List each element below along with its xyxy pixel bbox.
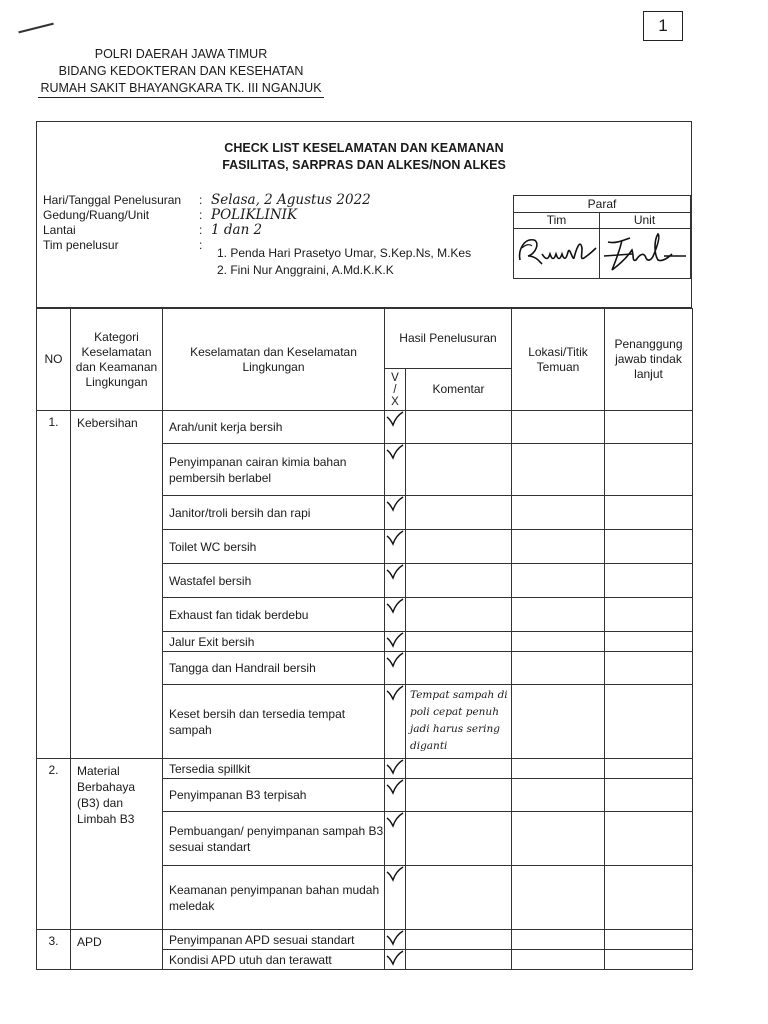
check-cell bbox=[385, 496, 406, 530]
penanggung-jawab-cell bbox=[605, 530, 693, 564]
penanggung-jawab-cell bbox=[605, 564, 693, 598]
item-cell: Penyimpanan B3 terpisah bbox=[163, 779, 385, 812]
floor-row bbox=[43, 223, 371, 238]
penanggung-jawab-cell bbox=[605, 779, 693, 812]
table-row bbox=[37, 411, 693, 444]
floor-value: 1 dan 2 bbox=[211, 222, 263, 238]
item-cell: Pembuangan/ penyimpanan sampah B3 sesuai standart bbox=[163, 812, 385, 866]
unit-label: Gedung/Ruang/Unit bbox=[43, 208, 150, 222]
item-cell: Exhaust fan tidak berdebu bbox=[163, 598, 385, 632]
lokasi-cell bbox=[512, 930, 605, 950]
title-line-1: CHECK LIST KESELAMATAN DAN KEAMANAN bbox=[224, 141, 504, 155]
check-cell bbox=[385, 530, 406, 564]
document-title bbox=[37, 140, 691, 174]
check-mark-icon bbox=[386, 632, 404, 648]
colon: : bbox=[199, 223, 203, 237]
penanggung-jawab-cell bbox=[605, 866, 693, 930]
check-mark-icon bbox=[386, 950, 404, 966]
check-mark-icon bbox=[386, 779, 404, 795]
lokasi-cell bbox=[512, 759, 605, 779]
lokasi-cell bbox=[512, 652, 605, 685]
item-cell: Keamanan penyimpanan bahan mudah meledak bbox=[163, 866, 385, 930]
paraf-title: Paraf bbox=[514, 196, 690, 213]
team-member-2: 2. Fini Nur Anggraini, A.Md.K.K.K bbox=[217, 263, 394, 277]
check-cell bbox=[385, 411, 406, 444]
lokasi-cell bbox=[512, 530, 605, 564]
page-number-box: 1 bbox=[643, 11, 683, 41]
penanggung-jawab-cell bbox=[605, 411, 693, 444]
check-cell bbox=[385, 685, 406, 759]
team-member-1: 1. Penda Hari Prasetyo Umar, S.Kep.Ns, M.Kes bbox=[217, 246, 472, 260]
table-row bbox=[37, 930, 693, 950]
penanggung-jawab-cell bbox=[605, 685, 693, 759]
pen-mark bbox=[18, 23, 53, 33]
header-no: NO bbox=[37, 309, 71, 411]
check-mark-icon bbox=[386, 930, 404, 946]
penanggung-jawab-cell bbox=[605, 759, 693, 779]
letterhead-line-3: RUMAH SAKIT BHAYANGKARA TK. III NGANJUK bbox=[38, 80, 323, 98]
header-penanggung-jawab: Penanggung jawab tindak lanjut bbox=[605, 309, 693, 411]
paraf-box bbox=[513, 195, 691, 279]
header-x: X bbox=[391, 395, 399, 408]
colon: : bbox=[199, 208, 203, 222]
check-mark-icon bbox=[386, 685, 404, 701]
lokasi-cell bbox=[512, 496, 605, 530]
lokasi-cell bbox=[512, 866, 605, 930]
letterhead bbox=[36, 46, 326, 98]
paraf-tim-label: Tim bbox=[514, 212, 600, 229]
check-cell bbox=[385, 444, 406, 496]
checklist-table bbox=[36, 308, 693, 970]
lokasi-cell bbox=[512, 685, 605, 759]
letterhead-line-1: POLRI DAERAH JAWA TIMUR bbox=[94, 47, 268, 61]
paraf-unit-label: Unit bbox=[599, 212, 690, 229]
letterhead-line-2: BIDANG KEDOKTERAN DAN KESEHATAN bbox=[58, 64, 304, 78]
komentar-cell bbox=[406, 812, 512, 866]
lokasi-cell bbox=[512, 779, 605, 812]
item-cell: Toilet WC bersih bbox=[163, 530, 385, 564]
check-cell bbox=[385, 930, 406, 950]
item-cell: Penyimpanan cairan kimia bahan pembersih berlabel bbox=[163, 444, 385, 496]
check-mark-icon bbox=[386, 444, 404, 460]
lokasi-cell bbox=[512, 950, 605, 970]
komentar-cell bbox=[406, 530, 512, 564]
item-cell: Wastafel bersih bbox=[163, 564, 385, 598]
header-item: Keselamatan dan Keselamatan Lingkungan bbox=[163, 309, 385, 411]
penanggung-jawab-cell bbox=[605, 496, 693, 530]
komentar-cell bbox=[406, 496, 512, 530]
table-row bbox=[37, 759, 693, 779]
header-slash: / bbox=[393, 383, 397, 396]
floor-label: Lantai bbox=[43, 223, 76, 237]
check-mark-icon bbox=[386, 496, 404, 512]
item-cell: Jalur Exit bersih bbox=[163, 632, 385, 652]
penanggung-jawab-cell bbox=[605, 950, 693, 970]
penanggung-jawab-cell bbox=[605, 812, 693, 866]
category-cell: Material Berbahaya (B3) dan Limbah B3 bbox=[71, 759, 163, 930]
lokasi-cell bbox=[512, 632, 605, 652]
form-header-box bbox=[36, 121, 692, 308]
komentar-cell bbox=[406, 564, 512, 598]
header-hasil: Hasil Penelusuran bbox=[385, 309, 512, 369]
date-label: Hari/Tanggal Penelusuran bbox=[43, 193, 182, 207]
info-fields bbox=[43, 193, 371, 253]
check-mark-icon bbox=[386, 530, 404, 546]
check-mark-icon bbox=[386, 652, 404, 668]
category-cell: Kebersihan bbox=[71, 411, 163, 759]
item-cell: Arah/unit kerja bersih bbox=[163, 411, 385, 444]
colon: : bbox=[199, 193, 203, 207]
komentar-cell bbox=[406, 632, 512, 652]
komentar-cell: Tempat sampah di poli cepat penuh jadi harus sering diganti bbox=[406, 685, 512, 759]
tim-signature bbox=[516, 230, 598, 276]
penanggung-jawab-cell bbox=[605, 930, 693, 950]
komentar-cell bbox=[406, 652, 512, 685]
penanggung-jawab-cell bbox=[605, 632, 693, 652]
check-cell bbox=[385, 598, 406, 632]
unit-row bbox=[43, 208, 371, 223]
item-cell: Penyimpanan APD sesuai standart bbox=[163, 930, 385, 950]
check-cell bbox=[385, 759, 406, 779]
komentar-cell bbox=[406, 930, 512, 950]
row-number: 3. bbox=[37, 930, 71, 970]
check-cell bbox=[385, 564, 406, 598]
header-kategori: Kategori Keselamatan dan Keamanan Lingkungan bbox=[71, 309, 163, 411]
komentar-cell bbox=[406, 950, 512, 970]
komentar-cell bbox=[406, 759, 512, 779]
check-mark-icon bbox=[386, 866, 404, 882]
check-cell bbox=[385, 779, 406, 812]
lokasi-cell bbox=[512, 812, 605, 866]
check-cell bbox=[385, 652, 406, 685]
lokasi-cell bbox=[512, 444, 605, 496]
lokasi-cell bbox=[512, 411, 605, 444]
komentar-cell bbox=[406, 598, 512, 632]
header-komentar: Komentar bbox=[406, 369, 512, 411]
komentar-cell bbox=[406, 411, 512, 444]
check-mark-icon bbox=[386, 564, 404, 580]
penanggung-jawab-cell bbox=[605, 652, 693, 685]
komentar-cell bbox=[406, 779, 512, 812]
item-cell: Keset bersih dan tersedia tempat sampah bbox=[163, 685, 385, 759]
check-cell bbox=[385, 812, 406, 866]
header-lokasi: Lokasi/Titik Temuan bbox=[512, 309, 605, 411]
check-cell bbox=[385, 950, 406, 970]
category-cell: APD bbox=[71, 930, 163, 970]
title-line-2: FASILITAS, SARPRAS DAN ALKES/NON ALKES bbox=[222, 158, 506, 172]
item-cell: Kondisi APD utuh dan terawatt bbox=[163, 950, 385, 970]
item-cell: Tersedia spillkit bbox=[163, 759, 385, 779]
unit-signature bbox=[602, 230, 690, 276]
header-vx bbox=[385, 369, 406, 411]
team-label: Tim penelusur bbox=[43, 238, 119, 252]
checklist-body bbox=[37, 411, 693, 970]
komentar-cell bbox=[406, 866, 512, 930]
date-value: Selasa, 2 Agustus 2022 bbox=[211, 192, 371, 208]
check-mark-icon bbox=[386, 812, 404, 828]
date-row bbox=[43, 193, 371, 208]
check-mark-icon bbox=[386, 598, 404, 614]
check-cell bbox=[385, 866, 406, 930]
penanggung-jawab-cell bbox=[605, 444, 693, 496]
lokasi-cell bbox=[512, 564, 605, 598]
item-cell: Janitor/troli bersih dan rapi bbox=[163, 496, 385, 530]
team-list bbox=[217, 245, 471, 279]
check-cell bbox=[385, 632, 406, 652]
unit-value: POLIKLINIK bbox=[211, 207, 298, 223]
komentar-cell bbox=[406, 444, 512, 496]
header-v: V bbox=[391, 371, 399, 384]
item-cell: Tangga dan Handrail bersih bbox=[163, 652, 385, 685]
row-number: 1. bbox=[37, 411, 71, 759]
check-mark-icon bbox=[386, 759, 404, 775]
colon: : bbox=[199, 238, 203, 252]
check-mark-icon bbox=[386, 411, 404, 427]
row-number: 2. bbox=[37, 759, 71, 930]
lokasi-cell bbox=[512, 598, 605, 632]
penanggung-jawab-cell bbox=[605, 598, 693, 632]
